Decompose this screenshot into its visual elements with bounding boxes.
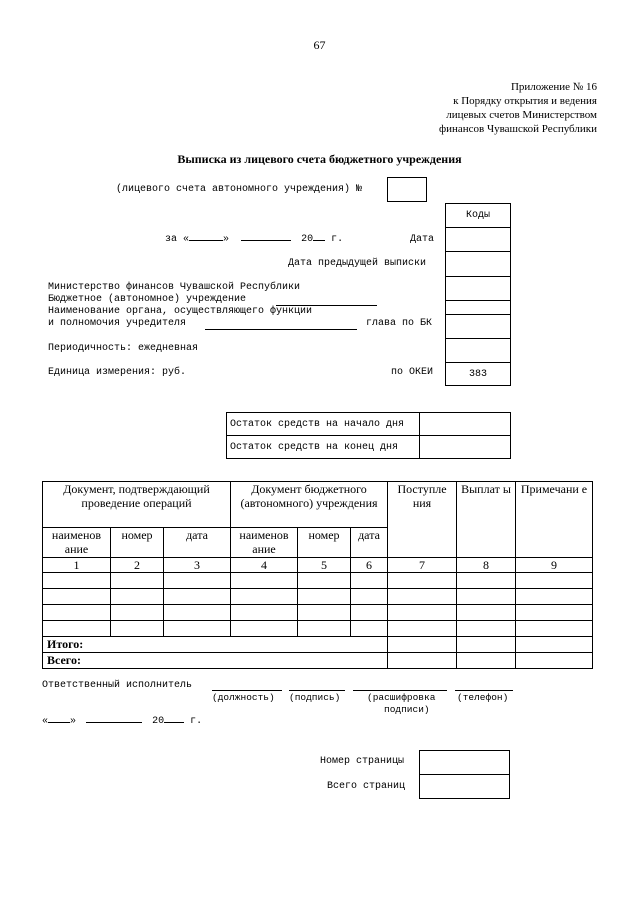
okei-label: по ОКЕИ: [391, 367, 434, 378]
signature-field[interactable]: [289, 690, 345, 691]
code-bk[interactable]: [445, 314, 511, 338]
year-field[interactable]: [313, 240, 325, 241]
page-number-box[interactable]: [419, 750, 510, 775]
phone-field[interactable]: [455, 690, 513, 691]
date-line: [165, 234, 343, 245]
year-suffix: г.: [331, 234, 344, 245]
subheader-number: номер: [298, 528, 351, 558]
table-header-row: [43, 482, 593, 528]
grand-total-payments[interactable]: [457, 653, 516, 669]
grand-total-notes[interactable]: [516, 653, 593, 669]
appendix-line-4: финансов Чувашской Республики: [438, 123, 597, 135]
code-periodicity[interactable]: [445, 338, 511, 362]
total-notes[interactable]: [516, 637, 593, 653]
table-row[interactable]: [43, 573, 593, 589]
subheader-date: дата: [351, 528, 388, 558]
founder-body-line-2: и полномочия учредителя: [48, 318, 187, 329]
appendix-line-3: лицевых счетов Министерством: [446, 109, 597, 121]
sign-year-prefix: 20: [152, 716, 165, 727]
subheader-date: дата: [164, 528, 231, 558]
total-row: [43, 637, 593, 653]
position-field[interactable]: [212, 690, 282, 691]
col-num: 4: [231, 558, 298, 573]
date-mid: »: [223, 234, 230, 245]
unit-label: Единица измерения: руб.: [48, 367, 187, 378]
code-prev-date[interactable]: [445, 251, 511, 276]
subheader-name: наименов ание: [43, 528, 111, 558]
subheader-number: номер: [111, 528, 164, 558]
code-date[interactable]: [445, 227, 511, 251]
document-title: Выписка из лицевого счета бюджетного учреждения: [177, 152, 462, 166]
appendix-line-1: Приложение № 16: [510, 81, 597, 93]
code-ministry[interactable]: [445, 276, 511, 300]
month-field[interactable]: [241, 240, 291, 241]
grand-total-income[interactable]: [388, 653, 457, 669]
total-label: Итого:: [43, 637, 388, 653]
total-pages-label: Всего страниц: [327, 781, 406, 792]
balance-start-label: Остаток средств на начало дня: [227, 413, 420, 436]
col-num: 8: [457, 558, 516, 573]
appendix-block: [439, 80, 597, 136]
sign-day-field[interactable]: [48, 722, 70, 723]
table-row[interactable]: [43, 605, 593, 621]
code-okei: 383: [445, 362, 511, 386]
sign-date-line: [42, 716, 202, 727]
sign-month-field[interactable]: [86, 722, 142, 723]
bk-label: глава по БК: [366, 318, 433, 329]
codes-column: [445, 203, 511, 386]
col-num: 3: [164, 558, 231, 573]
founder-body-line-1: Наименование органа, осуществляющего функции: [48, 306, 313, 317]
operations-table: [42, 481, 593, 669]
responsible-executor-label: Ответственный исполнитель: [42, 680, 193, 691]
table-row[interactable]: [43, 589, 593, 605]
balance-end-value[interactable]: [420, 436, 511, 459]
appendix-line-2: к Порядку открытия и ведения: [453, 95, 597, 107]
decode-field[interactable]: [353, 690, 447, 691]
ministry-label: Министерство финансов Чувашской Республики: [48, 282, 301, 293]
code-institution[interactable]: [445, 300, 511, 314]
prev-statement-label: Дата предыдущей выписки: [288, 258, 427, 269]
header-income: Поступле ния: [388, 482, 457, 558]
grand-total-label: Всего:: [43, 653, 388, 669]
grand-total-row: [43, 653, 593, 669]
col-num: 1: [43, 558, 111, 573]
sign-date-open: «: [42, 716, 49, 727]
table-row[interactable]: [43, 621, 593, 637]
col-num: 2: [111, 558, 164, 573]
col-num: 7: [388, 558, 457, 573]
header-institution-document: Документ бюджетного (автономного) учреждения: [231, 482, 388, 528]
column-number-row: [43, 558, 593, 573]
col-num: 6: [351, 558, 388, 573]
balance-end-row: [227, 436, 511, 459]
header-notes: Примечани е: [516, 482, 593, 558]
header-confirming-document: Документ, подтверждающий проведение операций: [43, 482, 231, 528]
subheader-name: наименов ание: [231, 528, 298, 558]
periodicity-label: Периодичность: ежедневная: [48, 343, 199, 354]
sign-date-close: »: [70, 716, 77, 727]
sign-year-suffix: г.: [190, 716, 203, 727]
phone-caption: (телефон): [457, 692, 509, 703]
day-field[interactable]: [189, 240, 223, 241]
col-num: 5: [298, 558, 351, 573]
account-number-box[interactable]: [387, 177, 427, 202]
sign-year-field[interactable]: [164, 722, 184, 723]
year-prefix: 20: [301, 234, 314, 245]
col-num: 9: [516, 558, 593, 573]
date-label: Дата: [410, 234, 435, 245]
header-payments: Выплат ы: [457, 482, 516, 558]
institution-label: Бюджетное (автономное) учреждение: [48, 294, 247, 305]
signature-caption: (подпись): [289, 692, 341, 703]
page-number: 67: [313, 38, 326, 52]
decode-caption-1: (расшифровка: [367, 692, 436, 703]
page-number-label: Номер страницы: [320, 756, 405, 767]
codes-header: Коды: [445, 203, 511, 227]
position-caption: (должность): [212, 692, 275, 703]
decode-caption-2: подписи): [384, 704, 430, 715]
balance-end-label: Остаток средств на конец дня: [227, 436, 420, 459]
balance-start-row: [227, 413, 511, 436]
total-income[interactable]: [388, 637, 457, 653]
founder-body-field[interactable]: [205, 329, 357, 330]
date-prefix: за «: [165, 234, 190, 245]
total-payments[interactable]: [457, 637, 516, 653]
total-pages-box[interactable]: [419, 774, 510, 799]
balance-table: [226, 412, 511, 459]
balance-start-value[interactable]: [420, 413, 511, 436]
account-subtitle: (лицевого счета автономного учреждения) №: [116, 184, 363, 195]
